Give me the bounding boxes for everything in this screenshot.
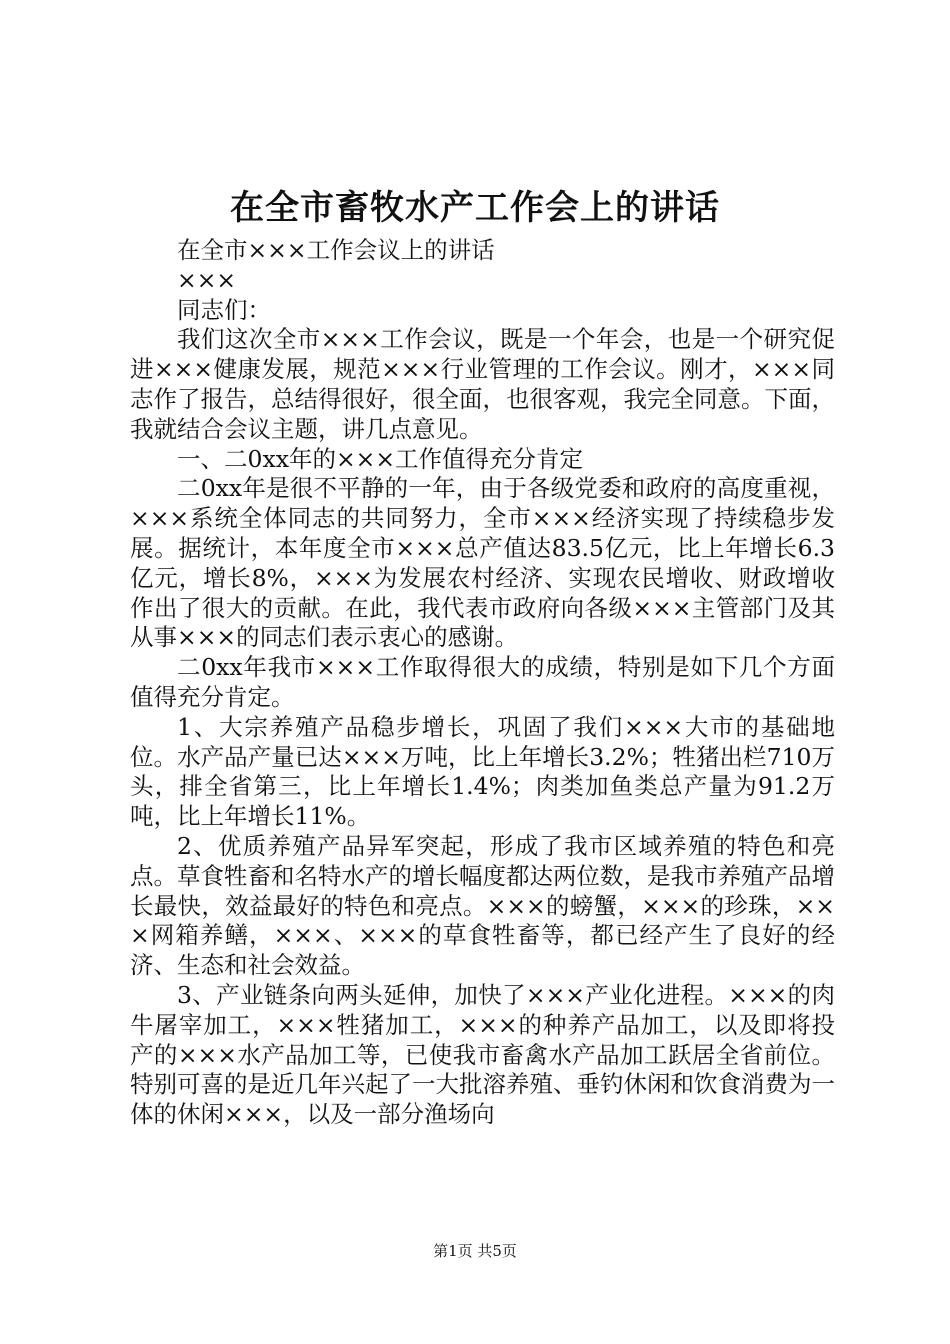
speech-subtitle: 在全市×××工作会议上的讲话 bbox=[177, 236, 495, 264]
body-paragraph: 二0xx年是很不平静的一年，由于各级党委和政府的高度重视，×××系统全体同志的共同努力，全市×××经济实现了持续稳步发展。据统计，本年度全市×××总产值达83.5亿元，比上年增长6.3亿元，增长8%，×××为发展农村经济、实现农民增收、财政增收作出了很大的贡献。在此，我代表市政府向各级×××主管部门及其从事×××的同志们表示衷心的感谢。 bbox=[130, 474, 835, 652]
document-body bbox=[130, 236, 835, 1130]
document-title: 在全市畜牧水产工作会上的讲话 bbox=[230, 188, 720, 228]
section-heading: 一、二0xx年的×××工作值得充分肯定 bbox=[177, 444, 584, 473]
body-paragraph: 二0xx年我市×××工作取得很大的成绩，特别是如下几个方面值得充分肯定。 bbox=[130, 653, 835, 711]
speaker-name: ××× bbox=[177, 265, 237, 294]
page-footer: 第1页 共5页 bbox=[433, 1242, 517, 1260]
list-item: 2、优质养殖产品异军突起，形成了我市区域养殖的特色和亮点。草食牲畜和名特水产的增长幅度都达两位数，是我市养殖产品增长最快，效益最好的特色和亮点。×××的螃蟹，×××的珍珠，×××网箱养鳝，×××、×××的草食牲畜等，都已经产生了良好的经济、生态和社会效益。 bbox=[130, 831, 835, 980]
body-paragraph: 我们这次全市×××工作会议，既是一个年会，也是一个研究促进×××健康发展，规范×××行业管理的工作会议。刚才，×××同志作了报告，总结得很好，很全面，也很客观，我完全同意。下面，我就结合会议主题，讲几点意见。 bbox=[130, 325, 835, 443]
list-item: 1、大宗养殖产品稳步增长，巩固了我们×××大市的基础地位。水产品产量已达×××万吨，比上年增长3.2%；牲猪出栏710万头，排全省第三，比上年增长1.4%；肉类加鱼类总产量为91.2万吨，比上年增长11%。 bbox=[130, 712, 835, 831]
list-item: 3、产业链条向两头延伸，加快了×××产业化进程。×××的肉牛屠宰加工，×××牲猪加工，×××的种养产品加工，以及即将投产的×××水产品加工等，已使我市畜禽水产品加工跃居全省前位。特别可喜的是近几年兴起了一大批溶养殖、垂钓休闲和饮食消费为一体的休闲×××，以及一部分渔场向 bbox=[130, 980, 835, 1129]
salutation: 同志们： bbox=[177, 295, 271, 324]
